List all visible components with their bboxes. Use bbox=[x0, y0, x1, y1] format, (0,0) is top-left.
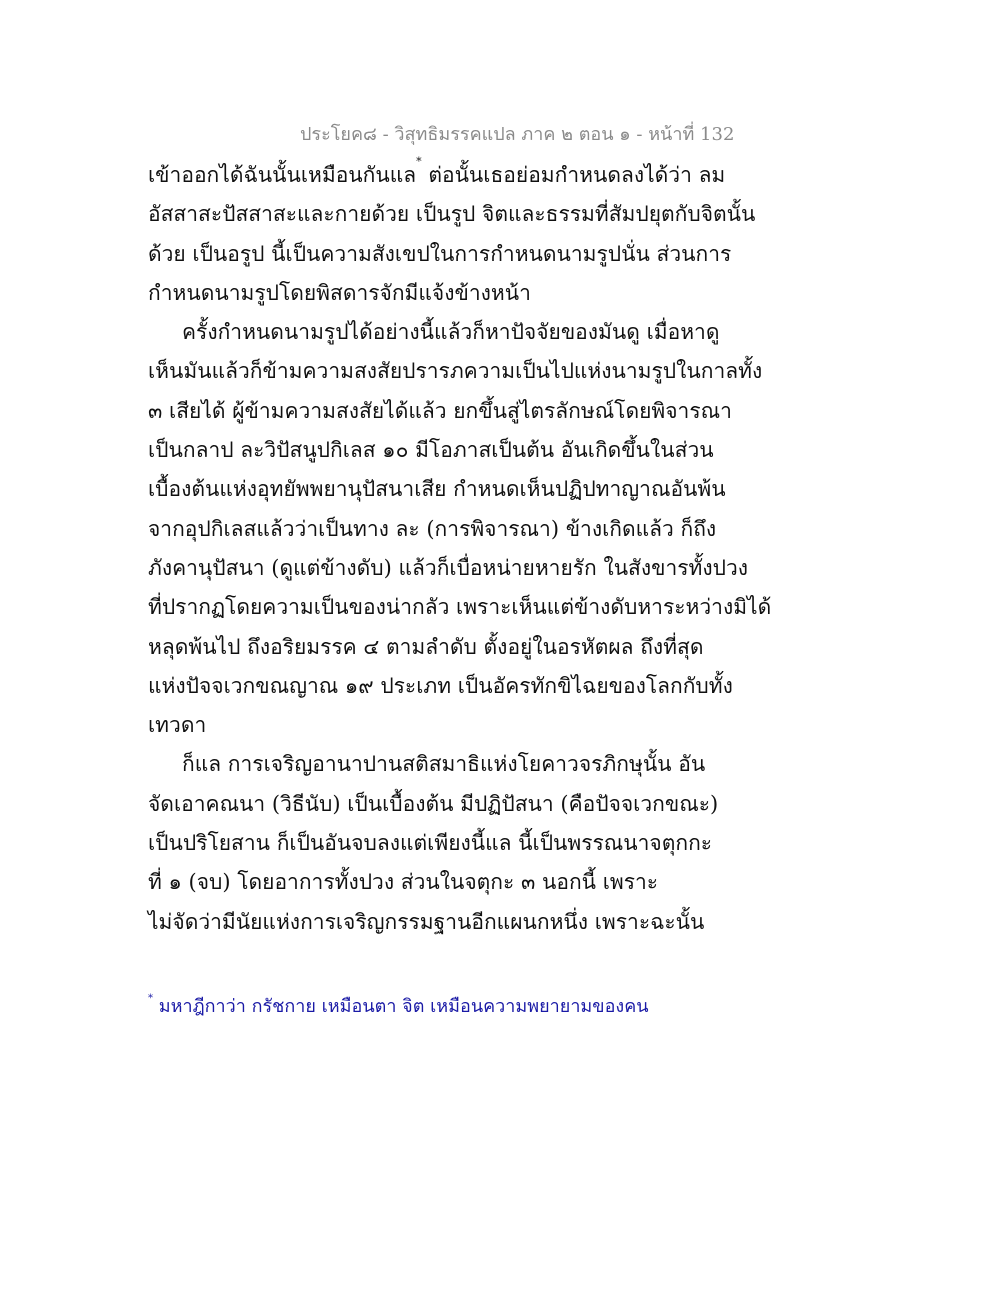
text-line: เป็นปริโยสาน ก็เป็นอันจบลงแต่เพียงนี้แล นี้เป็นพรรณนาจตุกกะ bbox=[148, 831, 713, 856]
text-line: กำหนดนามรูปโดยพิสดารจักมีแจ้งข้างหน้า bbox=[148, 280, 531, 305]
text-line: จัดเอาคณนา (วิธีนับ) เป็นเบื้องต้น มีปฏิปัสนา (คือปัจจเวกขณะ) bbox=[148, 791, 719, 816]
page-header: ประโยค๘ - วิสุทธิมรรคแปล ภาค ๒ ตอน ๑ - หน้าที่ 132 bbox=[300, 124, 735, 145]
footnote-marker: * bbox=[416, 155, 422, 168]
text-line: ภังคานุปัสนา (ดูแต่ข้างดับ) แล้วก็เบื่อหน่ายหายรัก ในสังขารทั้งปวง bbox=[148, 555, 749, 580]
text-line: ด้วย เป็นอรูป นี้เป็นความสังเขปในการกำหนดนามรูปนั่น ส่วนการ bbox=[148, 241, 732, 266]
text-line: ไม่จัดว่ามีนัยแห่งการเจริญกรรมฐานอีกแผนกหนึ่ง เพราะฉะนั้น bbox=[148, 909, 705, 934]
text-line bbox=[148, 155, 726, 195]
text-line: อัสสาสะปัสสาสะและกายด้วย เป็นรูป จิตและธรรมที่สัมปยุตกับจิตนั้น bbox=[148, 202, 756, 227]
footnote-text: มหาฎีกาว่า กรัชกาย เหมือนตา จิต เหมือนความพยายามของคน bbox=[158, 996, 649, 1017]
text-line: ที่ ๑ (จบ) โดยอาการทั้งปวง ส่วนในจตุกะ ๓ นอกนี้ เพราะ bbox=[148, 870, 659, 895]
text-line: หลุดพ้นไป ถึงอริยมรรค ๔ ตามลำดับ ตั้งอยู่ในอรหัตผล ถึงที่สุด bbox=[148, 634, 704, 659]
footnote bbox=[148, 994, 708, 1020]
text-line: แห่งปัจจเวกขณญาณ ๑๙ ประเภท เป็นอัครทักขิไฉยของโลกกับทั้ง bbox=[148, 673, 733, 698]
text-line: ที่ปรากฏโดยความเป็นของน่ากลัว เพราะเห็นแต่ข้างดับหาระหว่างมิได้ bbox=[148, 595, 772, 620]
text-line: เทวดา bbox=[148, 713, 207, 738]
text-line: เป็นกลาป ละวิปัสนูปกิเลส ๑๐ มีโอภาสเป็นต้น อันเกิดขึ้นในส่วน bbox=[148, 438, 714, 463]
text-line-start: เข้าออกได้ฉันนั้นเหมือนกันแล bbox=[148, 163, 417, 187]
text-line: เห็นมันแล้วก็ข้ามความสงสัยปรารภความเป็นไปแห่งนามรูปในกาลทั้ง bbox=[148, 359, 763, 384]
paragraph-start-line: ก็แล การเจริญอานาปานสติสมาธิแห่งโยคาวจรภิกษุนั้น อัน bbox=[182, 752, 706, 777]
text-line: จากอุปกิเลสแล้วว่าเป็นทาง ละ (การพิจารณา) ข้างเกิดแล้ว ก็ถึง bbox=[148, 516, 717, 541]
text-line: ๓ เสียได้ ผู้ข้ามความสงสัยได้แล้ว ยกขึ้นสู่ไตรลักษณ์โดยพิจารณา bbox=[148, 398, 732, 423]
paragraph-start-line: ครั้งกำหนดนามรูปได้อย่างนี้แล้วก็หาปัจจัยของมันดู เมื่อหาดู bbox=[182, 320, 720, 345]
body-text bbox=[148, 155, 772, 942]
text-line-end: ต่อนั้นเธอย่อมกำหนดลงได้ว่า ลม bbox=[421, 163, 726, 187]
footnote-marker: * bbox=[148, 993, 153, 1004]
text-line: เบื้องต้นแห่งอุทยัพพยานุปัสนาเสีย กำหนดเห็นปฏิปทาญาณอันพ้น bbox=[148, 477, 726, 502]
